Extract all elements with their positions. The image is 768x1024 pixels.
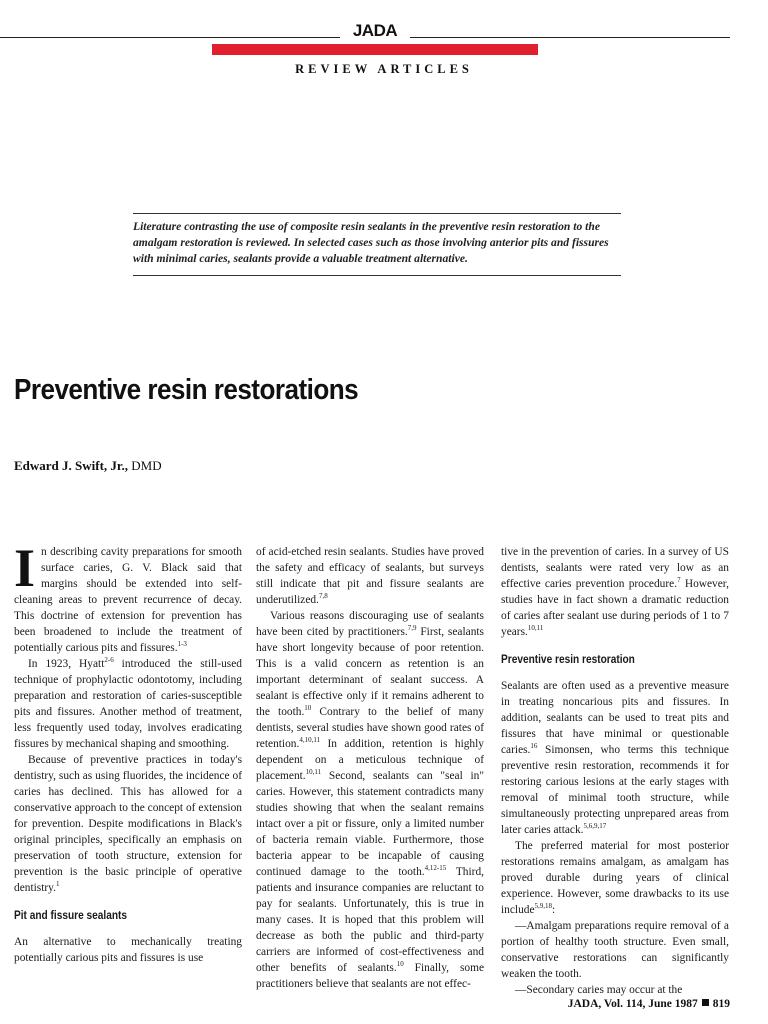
citation-ref: 16: [530, 742, 538, 751]
section-color-bar: [212, 44, 538, 55]
body-column-3: [501, 544, 729, 998]
citation-ref: 2-6: [104, 656, 114, 665]
body-column-2: [256, 544, 484, 992]
drop-cap: I: [14, 538, 36, 598]
abstract: Literature contrasting the use of composite resin sealants in the preventive resin restoration to the amalgam restoration is reviewed. In selected cases such as those involving anterior pits and fissures with minimal caries, sealants provide a valuable treatment alternative.: [133, 220, 609, 265]
article-title: Preventive resin restorations: [14, 374, 359, 406]
author-name: Edward J. Swift, Jr.,: [14, 458, 129, 473]
paragraph: —Amalgam preparations require removal of a portion of healthy tooth structure. Even small, conservative restorations can significantly weaken the tooth.: [501, 920, 729, 980]
author-degree: DMD: [131, 458, 162, 473]
paragraph: In 1923, Hyatt$^{2-6}$ introduced the still-used technique of prophylactic odontotomy, including preparation and restoration of caries-susceptible pits and fissures. Another method of treatment, less frequently used today, involves eradicating fissures by mechanical shaping and smoothing.: [14, 656, 242, 750]
header-rule-left: [0, 37, 340, 38]
abstract-rule-top: [133, 213, 621, 214]
paragraph: In describing cavity preparations for smooth surface caries, G. V. Black said that margins should be extended into self-cleaning areas to prevent recurrence of decay. This doctrine of extension for prevention has been broadened to include the treatment of potentially carious pits and fissures.$^{1-3}$: [14, 538, 242, 654]
citation-ref: 5,6,9,17: [583, 822, 607, 831]
citation-ref: 10: [396, 960, 404, 969]
paragraph: The preferred material for most posterior restorations remains amalgam, as amalgam has proved durable during years of clinical experience. However, some drawbacks to its use include$^{5,9,18}$:: [501, 840, 729, 916]
citation-ref: 7,8: [318, 592, 328, 601]
paragraph: Sealants are often used as a preventive measure in treating noncarious pits and fissures. In addition, sealants can be used to treat pits and fissures that have minimal or questionable caries.$^{16}$ Simonsen, who terms this technique preventive resin restoration, recommends it for restoring carious lesions at the early stages with removal of minimal tooth structure, while simultaneously protecting unprepared areas from later caries attack.$^{5,6,9,17}$: [501, 680, 729, 836]
citation-ref: 5,9,18: [534, 902, 553, 911]
paragraph: of acid-etched resin sealants. Studies have proved the safety and efficacy of sealants, but surveys still indicate that pit and fissure sealants are underutilized.$^{7,8}$: [256, 546, 484, 606]
paragraph: tive in the prevention of caries. In a survey of US dentists, sealants were rated very low as an effective caries prevention procedure.$^7$ However, studies have in fact shown a dramatic reduction of caries after sealant use during periods of 1 to 7 years.$^{10,11}$: [501, 546, 729, 638]
header-rule-right: [410, 37, 730, 38]
body-column-1: [14, 538, 242, 966]
paragraph: Because of preventive practices in today's dentistry, such as using fluorides, the incidence of caries has declined. This has allowed for a conservative approach to the concept of extension for prevention. Despite modifications in Black's original principles, specifically an emphasis on preservation of tooth structure, extension for prevention is the basic principle of operative dentistry.$^1$: [14, 754, 242, 894]
citation-ref: 1: [55, 880, 60, 889]
citation-ref: 10,11: [305, 768, 322, 777]
paragraph: Various reasons discouraging use of sealants have been cited by practitioners.$^{7,9}$ First, sealants have short longevity because of poor retention. This is a valid concern as retention is an important determinant of sealant success. A sealant is effective only if it remains adherent to the tooth.$^{10}$ Contrary to the belief of many dentists, several studies have shown good rates of retention.$^{4,10,11}$ In addition, retention is highly dependent on a meticulous technique of placement.$^{10,11}$ Second, sealants can "seal in" caries. However, this statement contradicts many studies showing that when the sealant remains intact over a pit or fissure, only a limited number of bacteria remain viable. Furthermore, those bacteria appear to be incapable of causing continued damage to the tooth.$^{4,12-15}$ Third, patients and insurance companies are reluctant to pay for sealants. Unfortunately, this is true in many cases. It is hoped that this problem will decrease as both the public and third-party carriers are informed of cost-effectiveness and other benefits of sealants.$^{10}$ Finally, some practitioners believe that sealants are not effec-: [256, 610, 484, 990]
citation-ref: 4,10,11: [299, 736, 321, 745]
journal-citation: JADA, Vol. 114, June 1987: [567, 998, 698, 1010]
journal-logo: JADA: [352, 21, 398, 40]
citation-ref: 10,11: [527, 624, 544, 633]
citation-ref: 1-3: [177, 640, 187, 649]
paragraph: —Secondary caries may occur at the: [515, 984, 683, 996]
citation-ref: 7,9: [407, 624, 417, 633]
citation-ref: 4,12-15: [424, 864, 447, 873]
page-footer: [568, 998, 730, 1010]
author-byline: [14, 458, 162, 474]
citation-ref: 7: [677, 576, 681, 585]
subheading-preventive-resin-restoration: Preventive resin restoration: [501, 654, 635, 666]
section-label: REVIEW ARTICLES: [295, 62, 473, 76]
page-number: 819: [712, 998, 730, 1010]
subheading-pit-fissure-sealants: Pit and fissure sealants: [14, 910, 128, 922]
paragraph: An alternative to mechanically treating potentially carious pits and fissures is use: [14, 936, 242, 964]
citation-ref: 10: [304, 704, 312, 713]
abstract-rule-bottom: [133, 275, 621, 276]
square-bullet-icon: [702, 999, 709, 1006]
